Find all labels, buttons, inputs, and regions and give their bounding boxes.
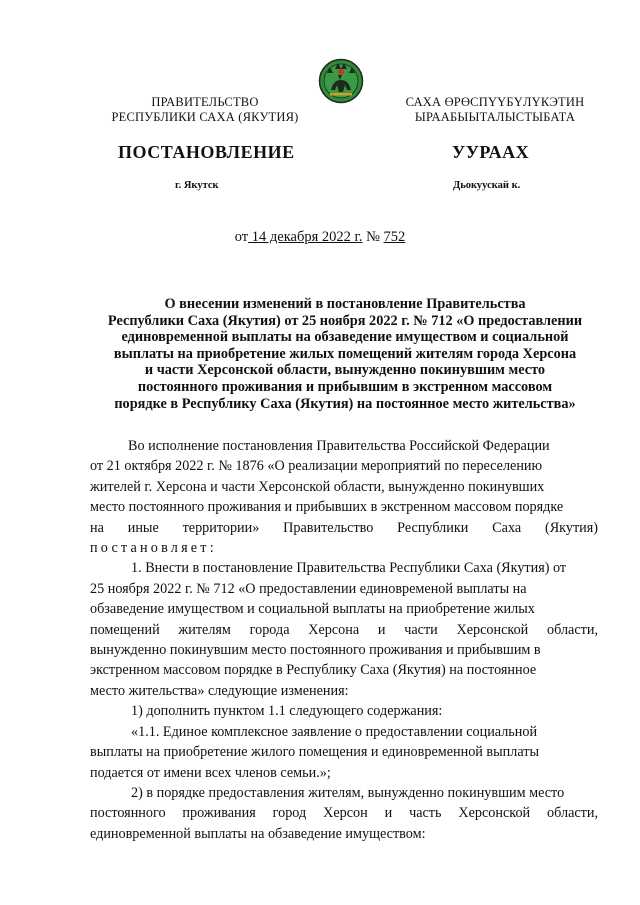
document-number: 752 [383, 229, 406, 245]
document-type-ru: ПОСТАНОВЛЕНИЕ [118, 142, 295, 162]
body-line: единовременной выплаты на обзаведение имуществом: [90, 825, 426, 842]
body-line: 2) в порядке предоставления жителям, вынужденно покинувшим место [131, 784, 565, 801]
document-type-sakha: УУРААХ [452, 142, 530, 162]
body-line: обзаведение имуществом и социальной выплаты на приобретение жилых [90, 601, 535, 618]
government-name-ru-line2: РЕСПУБЛИКИ САХА (ЯКУТИЯ) [111, 110, 299, 124]
body-line: выплаты на приобретение жилого помещения и единовременной выплаты [90, 744, 539, 761]
body-line: помещений жителям города Херсона и части Херсонской области, [90, 621, 598, 638]
document-body [90, 436, 598, 844]
body-line: жителей г. Херсона и части Херсонской области, вынужденно покинувших [90, 478, 545, 495]
government-name-ru-line1: ПРАВИТЕЛЬСТВО [151, 95, 259, 109]
coat-of-arms-icon [318, 58, 364, 104]
body-line: место жительства» следующие изменения: [90, 682, 349, 699]
body-line: подается от имени всех членов семьи.»; [90, 764, 331, 781]
body-line: Во исполнение постановления Правительства Российской Федерации [128, 438, 550, 454]
body-line: 25 ноября 2022 г. № 712 «О предоставлении единовременой выплаты на [90, 580, 527, 597]
title-line: постоянного проживания и прибывшим в экстренном массовом [137, 378, 553, 395]
number-label: № [362, 229, 384, 245]
body-line: «1.1. Единое комплексное заявление о предоставлении социальной [131, 723, 538, 740]
body-line: от 21 октября 2022 г. № 1876 «О реализации мероприятий по переселению [90, 458, 543, 475]
government-name-sakha [390, 95, 600, 125]
document-date: 14 декабря 2022 г. [248, 229, 363, 245]
body-line-decree: постановляет: [90, 540, 217, 557]
title-line: О внесении изменений в постановление Правительства [164, 296, 526, 312]
title-line: и части Херсонской области, вынужденно покинувшим место [144, 362, 546, 379]
title-line: Республики Саха (Якутия) от 25 ноября 2022 г. № 712 «О предоставлении [107, 312, 583, 329]
date-prefix: от [234, 229, 249, 245]
title-line: порядке в Республику Саха (Якутия) на постоянное место жительства» [114, 395, 576, 412]
city-sakha: Дьокуускай к. [453, 180, 521, 191]
title-line: выплаты на приобретение жилых помещений жителям города Херсона [113, 345, 577, 362]
government-name-sakha-line1: САХА ӨРӨСПҮҮБҮЛҮКЭТИН [405, 95, 585, 109]
document-title [85, 296, 605, 412]
government-name-sakha-line2: ЫРААБЫЫТАЛЫСТЫБАТА [414, 110, 576, 124]
government-name-ru [100, 95, 310, 125]
title-line: единовременной выплаты на обзаведение имуществом и социальной [121, 329, 569, 346]
document-date-line [0, 229, 640, 246]
body-line: экстренном массовом порядке в Республику Саха (Якутия) на постоянное [90, 662, 537, 679]
body-line: 1. Внести в постановление Правительства Республики Саха (Якутия) от [131, 560, 567, 577]
city-ru: г. Якутск [175, 180, 219, 191]
body-line: вынужденно покинувшим место постоянного проживания и прибывшим в [90, 642, 541, 659]
body-line: 1) дополнить пунктом 1.1 следующего содержания: [131, 703, 443, 720]
body-line: постоянного проживания город Херсон и часть Херсонской области, [90, 805, 598, 822]
body-line: на иные территории» Правительство Республики Саха (Якутия) [90, 519, 598, 536]
body-line: место постоянного проживания и прибывших в экстренном массовом порядке [90, 499, 564, 516]
